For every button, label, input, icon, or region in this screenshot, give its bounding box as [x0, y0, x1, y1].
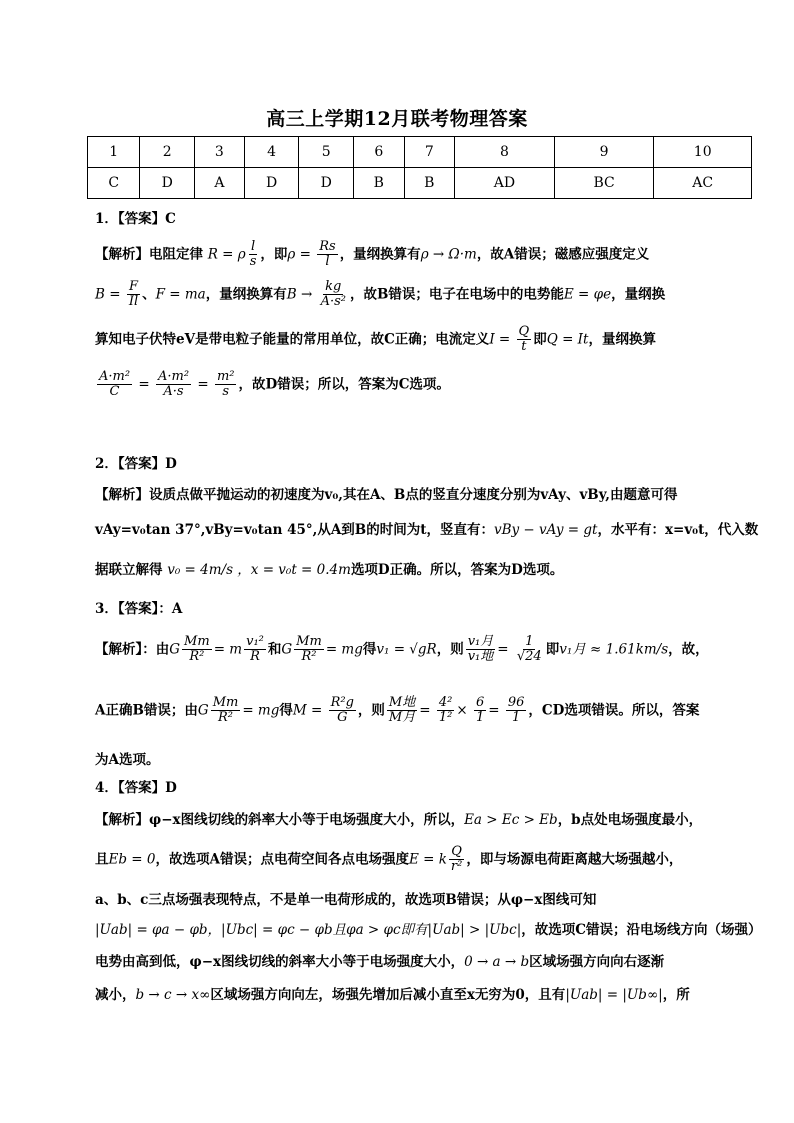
formula: = — [419, 702, 435, 719]
q3-text: ，则 — [436, 641, 464, 658]
table-cell: D — [140, 168, 195, 199]
q4-heading: 4．【答案】D — [95, 780, 177, 796]
formula-fraction: $\frac{\text{4²}}{\text{1²}}$ — [438, 695, 453, 725]
formula: 0 → a → b — [464, 954, 530, 970]
q4-text: φ−x图线切线的斜率大小等于电场强度大小，所以， — [149, 812, 465, 828]
q3-text: ：由 — [142, 641, 170, 658]
formula: = — [134, 376, 154, 393]
q4-text: ，即与场源电荷距离越大场强越小， — [466, 851, 683, 868]
q4-line-5 — [95, 950, 664, 970]
formula: v₁月 ≈ 1.61km/s — [559, 641, 669, 658]
formula-fraction: $\frac{Mm}{\text{R²}}$ — [296, 634, 322, 664]
formula: v₁ = √gR — [376, 641, 437, 658]
formula: = — [193, 376, 213, 393]
formula: B = — [95, 286, 125, 303]
table-cell: 9 — [554, 137, 654, 168]
formula-fraction: $\frac{\text{R²g}}{G}$ — [330, 695, 354, 725]
q2-line-1 — [95, 483, 677, 503]
q3-text: ，故， — [668, 641, 709, 658]
q1-text: ，故A错误；磁感应强度定义 — [476, 246, 650, 263]
q1-line-4 — [95, 370, 450, 400]
table-cell: 6 — [354, 137, 404, 168]
formula-fraction: $\frac{F}{Il}$ — [128, 279, 139, 309]
formula: = — [488, 702, 504, 719]
table-cell: 2 — [140, 137, 195, 168]
q3-text: A正确B错误；由 — [95, 702, 198, 719]
q2-heading: 2．【答案】D — [95, 456, 177, 472]
q1-text: ，故D错误；所以，答案为C选项。 — [238, 376, 450, 393]
formula-fraction: $\frac{Q}{t}$ — [518, 324, 530, 354]
formula: ρ → Ω·m — [420, 246, 477, 263]
formula: = — [497, 641, 513, 658]
q4-text: 减小， — [95, 987, 136, 1003]
formula: G — [197, 702, 209, 719]
q1-text: 、 — [142, 286, 156, 303]
formula: Q = It — [546, 331, 589, 348]
q2-line-2 — [95, 518, 758, 538]
table-cell: B — [404, 168, 454, 199]
formula: v₀ = 4m/s ，x = v₀t = 0.4m — [167, 562, 351, 578]
formula-fraction: $\frac{96}{1}$ — [507, 695, 525, 725]
table-cell: AC — [654, 168, 752, 199]
formula-fraction: $\frac{\text{m²}}{s}$ — [216, 369, 235, 399]
formula: Eb = 0 — [108, 851, 156, 868]
q1-text: ，量纲换算 — [588, 331, 656, 348]
formula: ρ = — [287, 246, 316, 263]
formula: G — [281, 641, 293, 658]
q3-text: ，则 — [357, 702, 385, 719]
table-cell: A — [195, 168, 245, 199]
q1-heading: 1．【答案】C — [95, 211, 176, 227]
formula-fraction: $\frac{l}{s}$ — [249, 239, 257, 269]
table-cell: 3 — [195, 137, 245, 168]
q4-text: ，b点处电场强度最小， — [557, 812, 703, 828]
q1-tag: 【解析】 — [95, 246, 149, 263]
table-cell: D — [299, 168, 354, 199]
q4-tag: 【解析】 — [95, 812, 149, 828]
q1-text: ，量纲换算有 — [205, 286, 287, 303]
formula: E = φe — [563, 286, 612, 303]
formula-fraction: $\frac{1}{√24}$ — [516, 634, 542, 664]
formula-fraction: $\frac{\text{v₁²}}{R}$ — [246, 634, 264, 664]
formula-fraction: $\frac{\text{A·m²}}{C}$ — [99, 369, 131, 399]
formula: vBy − vAy = gt — [493, 522, 598, 538]
answer-table — [87, 136, 752, 199]
q3-line-2 — [95, 696, 699, 726]
q3-line-3: 为A选项。 — [95, 752, 160, 768]
q4-text: 区域场强方向向左，场强先增加后减小直至x无穷为0，且有 — [210, 987, 566, 1003]
q1-text: ，即 — [260, 246, 288, 263]
q2-text: 设质点做平抛运动的初速度为v₀,其在A、B点的竖直分速度分别为vAy、vBy,由题意可得 — [149, 487, 678, 503]
table-cell: 4 — [244, 137, 299, 168]
q3-line-1 — [95, 635, 709, 665]
formula-fraction: $\frac{Rs}{l}$ — [319, 239, 336, 269]
q4-text: ，故选项A错误；点电荷空间各点电场强度 — [155, 851, 409, 868]
q2-tag: 【解析】 — [95, 487, 149, 503]
q1-text: 算知电子伏特eV是带电粒子能量的常用单位，故C正确；电流定义 — [95, 331, 490, 348]
formula: I = — [489, 331, 515, 348]
q1-text: ，量纲换算有 — [339, 246, 421, 263]
question-number-row — [88, 137, 752, 168]
table-cell: AD — [455, 168, 555, 199]
q2-text: ，水平有：x=v₀t，代入数 — [597, 522, 759, 538]
q2-text: 据联立解得 — [95, 562, 163, 578]
formula: |Uab| = |Ub∞| — [565, 987, 663, 1003]
formula-fraction: $\frac{\text{M地}}{\text{M月}}$ — [388, 695, 416, 725]
formula-fraction: $\frac{Q}{\text{r²}}$ — [450, 844, 463, 874]
q4-line-3: a、b、c三点场强表现特点，不是单一电荷形成的，故选项B错误；从φ−x图线可知 — [95, 892, 597, 908]
formula: F = ma — [155, 286, 206, 303]
q1-text: 电阻定律 — [149, 246, 203, 263]
q4-text: 电势由高到低，φ−x图线切线的斜率大小等于电场强度大小， — [95, 954, 465, 970]
formula: G — [169, 641, 181, 658]
q1-line-2 — [95, 280, 665, 310]
q1-line-3 — [95, 325, 656, 355]
formula-fraction: $\frac{Mm}{\text{R²}}$ — [184, 634, 210, 664]
formula: M = — [292, 702, 327, 719]
table-cell: 1 — [88, 137, 140, 168]
q1-text: 即 — [533, 331, 547, 348]
table-cell: 7 — [404, 137, 454, 168]
q3-text: 得 — [279, 702, 293, 719]
q3-text: 即 — [545, 641, 560, 658]
table-cell: 8 — [455, 137, 555, 168]
formula: = mg — [242, 702, 280, 719]
q1-line-1 — [95, 240, 649, 270]
q2-text: 选项D正确。所以，答案为D选项。 — [350, 562, 564, 578]
formula-fraction: $\frac{6}{1}$ — [475, 695, 485, 725]
table-cell: 5 — [299, 137, 354, 168]
formula: Ea > Ec > Eb — [464, 812, 558, 828]
q3-text: ，CD选项错误。所以，答案 — [528, 702, 700, 719]
q4-line-1 — [95, 808, 702, 828]
q3-heading: 3．【答案】：A — [95, 601, 183, 617]
formula: = m — [213, 641, 243, 658]
q2-line-3 — [95, 558, 563, 578]
formula-fraction: $\frac{Mm}{\text{R²}}$ — [212, 695, 239, 725]
q4-line-6 — [95, 983, 690, 1003]
q4-text: ，所 — [662, 987, 690, 1003]
table-cell: B — [354, 168, 404, 199]
formula-fraction: $\frac{\text{v₁月}}{\text{v₁地}}$ — [467, 634, 494, 664]
q4-text: 且 — [95, 851, 109, 868]
page-title: 高三上学期12月联考物理答案 — [266, 108, 528, 130]
formula: B → — [286, 286, 317, 303]
formula: R = ρ — [207, 246, 246, 263]
table-cell: BC — [554, 168, 654, 199]
table-cell: D — [244, 168, 299, 199]
q3-text: 和 — [267, 641, 282, 658]
q1-text: ，故B错误；电子在电场中的电势能 — [349, 286, 564, 303]
table-cell: C — [88, 168, 140, 199]
formula-fraction: $\frac{\text{A·m²}}{A\cdot s}$ — [157, 369, 190, 399]
formula-fraction: $\frac{kg}{\text{A·s²}}$ — [320, 279, 346, 309]
q4-text: ，故选项C错误；沿电场线方向（场强） — [521, 922, 762, 938]
answer-row — [88, 168, 752, 199]
formula: × — [456, 702, 472, 719]
q4-line-2 — [95, 845, 682, 875]
formula: = mg — [325, 641, 363, 658]
q3-text: 得 — [362, 641, 377, 658]
q3-tag: 【解析】 — [95, 641, 143, 658]
table-cell: 10 — [654, 137, 752, 168]
formula: |Uab| = φa − φb，|Ubc| = φc − φb且φa > φc即有|Uab| > |Ubc| — [95, 922, 522, 938]
q2-text: vAy=v₀tan 37°,vBy=v₀tan 45°,从A到B的时间为t，竖直有： — [95, 522, 494, 538]
formula: b → c → x∞ — [135, 987, 211, 1003]
q1-text: ，量纲换 — [611, 286, 666, 303]
formula: E = k — [408, 851, 447, 868]
q4-line-4 — [95, 918, 762, 938]
q4-text: 区域场强方向向右逐渐 — [529, 954, 665, 970]
